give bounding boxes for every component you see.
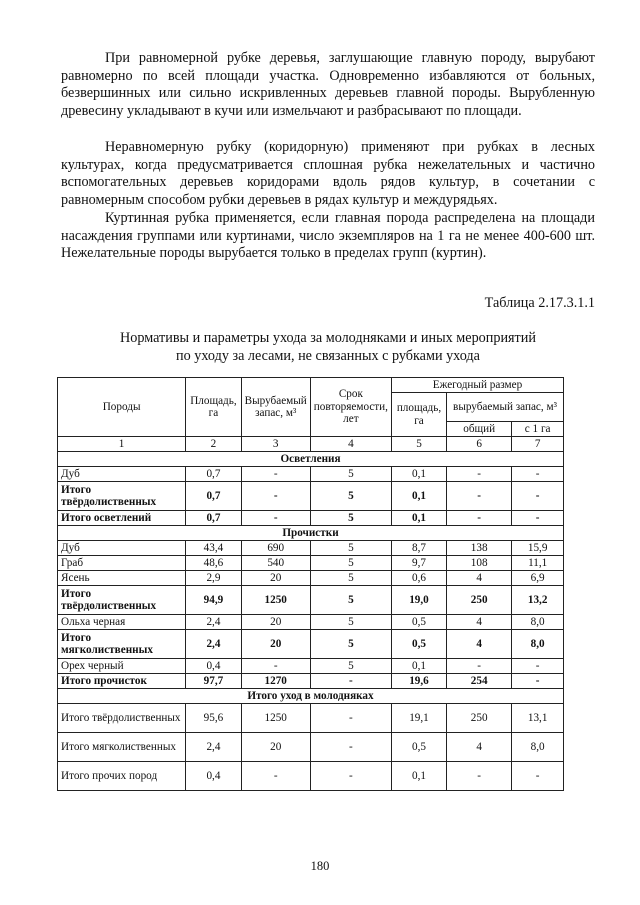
paragraph-group-cutting: Куртинная рубка применяется, если главная порода распределена на площади насаждения группами или куртинами, число экземпляров на 1 га не менее 400-600 шт. Нежелательные породы вырубается только в пределах групп (куртин). (61, 210, 595, 262)
row-value-cell: 4 (447, 630, 512, 659)
row-value-cell: 1270 (241, 674, 310, 689)
table-row (58, 571, 564, 586)
row-value-cell: 0,5 (391, 615, 446, 630)
header-cut-stock: Вырубаемый запас, м³ (241, 378, 310, 437)
row-breed-name: Итого мягколиственных (58, 630, 186, 659)
row-value-cell: 0,5 (391, 630, 446, 659)
table-row (58, 704, 564, 733)
row-value-cell: - (512, 674, 564, 689)
table-row (58, 615, 564, 630)
row-value-cell: 0,7 (186, 482, 241, 511)
row-value-cell: 8,7 (391, 541, 446, 556)
section-row (58, 526, 564, 541)
column-number: 7 (512, 437, 564, 452)
row-value-cell: 1250 (241, 704, 310, 733)
norms-table (57, 377, 564, 791)
row-value-cell: 20 (241, 630, 310, 659)
table-reference: Таблица 2.17.3.1.1 (484, 295, 595, 311)
row-value-cell: 8,0 (512, 615, 564, 630)
header-total: общий (447, 422, 512, 437)
row-value-cell: 95,6 (186, 704, 241, 733)
row-breed-name: Итого твёрдолиственных (58, 586, 186, 615)
column-number: 4 (310, 437, 391, 452)
row-value-cell: 4 (447, 615, 512, 630)
row-value-cell: - (447, 659, 512, 674)
row-value-cell: - (447, 467, 512, 482)
row-value-cell: 5 (310, 467, 391, 482)
row-value-cell: 19,6 (391, 674, 446, 689)
table-row (58, 630, 564, 659)
row-value-cell: - (512, 659, 564, 674)
row-value-cell: 0,1 (391, 659, 446, 674)
row-value-cell: 0,5 (391, 733, 446, 762)
row-value-cell: 43,4 (186, 541, 241, 556)
row-value-cell: 19,1 (391, 704, 446, 733)
section-row (58, 689, 564, 704)
row-breed-name: Итого мягколиственных (58, 733, 186, 762)
row-value-cell: 94,9 (186, 586, 241, 615)
column-number-row (58, 437, 564, 452)
table-caption (61, 329, 595, 365)
table-row (58, 511, 564, 526)
row-value-cell: 1250 (241, 586, 310, 615)
table-row (58, 482, 564, 511)
row-value-cell: 11,1 (512, 556, 564, 571)
row-value-cell: - (241, 482, 310, 511)
row-value-cell: 5 (310, 511, 391, 526)
row-value-cell: 5 (310, 615, 391, 630)
row-breed-name: Итого прочисток (58, 674, 186, 689)
row-breed-name: Дуб (58, 541, 186, 556)
row-value-cell: 108 (447, 556, 512, 571)
row-value-cell: 5 (310, 659, 391, 674)
header-annual-stock: вырубаемый запас, м³ (447, 393, 564, 422)
row-value-cell: 5 (310, 586, 391, 615)
section-row (58, 452, 564, 467)
table-caption-line-1: Нормативы и параметры ухода за молодняками и иных мероприятий (120, 330, 536, 346)
column-number: 3 (241, 437, 310, 452)
row-breed-name: Ольха черная (58, 615, 186, 630)
row-value-cell: 13,1 (512, 704, 564, 733)
row-value-cell: 19,0 (391, 586, 446, 615)
row-value-cell: 97,7 (186, 674, 241, 689)
row-value-cell: 8,0 (512, 630, 564, 659)
row-value-cell: - (447, 762, 512, 791)
row-value-cell: 690 (241, 541, 310, 556)
row-breed-name: Ясень (58, 571, 186, 586)
header-area: Площадь, га (186, 378, 241, 437)
row-breed-name: Итого твёрдолиственных (58, 704, 186, 733)
row-value-cell: 0,1 (391, 762, 446, 791)
table-row (58, 556, 564, 571)
row-value-cell: 48,6 (186, 556, 241, 571)
row-breed-name: Итого прочих пород (58, 762, 186, 791)
table-row (58, 659, 564, 674)
row-value-cell: 20 (241, 571, 310, 586)
row-value-cell: - (241, 762, 310, 791)
page-number: 180 (310, 859, 330, 873)
row-value-cell: - (447, 511, 512, 526)
row-breed-name: Граб (58, 556, 186, 571)
row-value-cell: 0,6 (391, 571, 446, 586)
table-caption-line-2: по уходу за лесами, не связанных с рубками ухода (176, 348, 480, 364)
header-per-ha: с 1 га (512, 422, 564, 437)
table-row (58, 733, 564, 762)
row-value-cell: 5 (310, 556, 391, 571)
row-value-cell: - (310, 762, 391, 791)
section-title: Итого уход в молодняках (58, 689, 564, 704)
row-value-cell: 5 (310, 541, 391, 556)
header-annual-area: площадь, га (391, 393, 446, 437)
row-value-cell: - (512, 482, 564, 511)
row-value-cell: 8,0 (512, 733, 564, 762)
section-title: Осветления (58, 452, 564, 467)
table-row (58, 541, 564, 556)
row-value-cell: - (241, 511, 310, 526)
row-value-cell: 254 (447, 674, 512, 689)
row-value-cell: 9,7 (391, 556, 446, 571)
row-breed-name: Дуб (58, 467, 186, 482)
row-value-cell: 0,1 (391, 511, 446, 526)
row-value-cell: 0,1 (391, 467, 446, 482)
row-value-cell: 20 (241, 733, 310, 762)
table-row (58, 762, 564, 791)
row-value-cell: - (241, 467, 310, 482)
row-value-cell: 250 (447, 586, 512, 615)
section-title: Прочистки (58, 526, 564, 541)
header-period: Срок повторяемости, лет (310, 378, 391, 437)
row-value-cell: - (310, 704, 391, 733)
row-value-cell: 0,7 (186, 511, 241, 526)
row-value-cell: - (310, 674, 391, 689)
row-value-cell: 2,4 (186, 630, 241, 659)
header-annual: Ежегодный размер (391, 378, 563, 393)
row-value-cell: 2,4 (186, 615, 241, 630)
header-breed: Породы (58, 378, 186, 437)
row-breed-name: Итого твёрдолиственных (58, 482, 186, 511)
column-number: 6 (447, 437, 512, 452)
row-value-cell: 2,4 (186, 733, 241, 762)
row-value-cell: 0,4 (186, 762, 241, 791)
row-value-cell: 20 (241, 615, 310, 630)
column-number: 5 (391, 437, 446, 452)
column-number: 2 (186, 437, 241, 452)
table-row (58, 586, 564, 615)
row-value-cell: 138 (447, 541, 512, 556)
row-value-cell: 2,9 (186, 571, 241, 586)
row-value-cell: 13,2 (512, 586, 564, 615)
row-value-cell: 0,7 (186, 467, 241, 482)
row-value-cell: 15,9 (512, 541, 564, 556)
row-value-cell: - (310, 733, 391, 762)
column-number: 1 (58, 437, 186, 452)
row-value-cell: 0,1 (391, 482, 446, 511)
table-row (58, 467, 564, 482)
row-value-cell: - (512, 762, 564, 791)
row-value-cell: 5 (310, 630, 391, 659)
row-value-cell: 5 (310, 482, 391, 511)
row-breed-name: Орех черный (58, 659, 186, 674)
paragraph-uniform-cutting: При равномерной рубке деревья, заглушающие главную породу, вырубают равномерно по всей площади участка. Одновременно избавляются от больных, безвершинных или сильно искривленных деревьев главной породы. Вырубленную древесину укладывают в кучи или измельчают и разбрасывают по площади. (61, 50, 595, 119)
row-value-cell: - (241, 659, 310, 674)
row-value-cell: 0,4 (186, 659, 241, 674)
row-value-cell: 5 (310, 571, 391, 586)
row-value-cell: 4 (447, 571, 512, 586)
table-row (58, 674, 564, 689)
row-breed-name: Итого осветлений (58, 511, 186, 526)
paragraph-corridor-cutting: Неравномерную рубку (коридорную) применяют при рубках в лесных культурах, когда предусматривается сплошная рубка нежелательных и частично вспомогательных деревьев коридорами вдоль рядов культур, в сочетании с равномерным способом рубки деревьев в рядах культур и междурядьях. (61, 139, 595, 208)
row-value-cell: 4 (447, 733, 512, 762)
row-value-cell: - (512, 511, 564, 526)
row-value-cell: - (447, 482, 512, 511)
row-value-cell: 6,9 (512, 571, 564, 586)
row-value-cell: - (512, 467, 564, 482)
row-value-cell: 250 (447, 704, 512, 733)
row-value-cell: 540 (241, 556, 310, 571)
norms-table-body (58, 452, 564, 791)
